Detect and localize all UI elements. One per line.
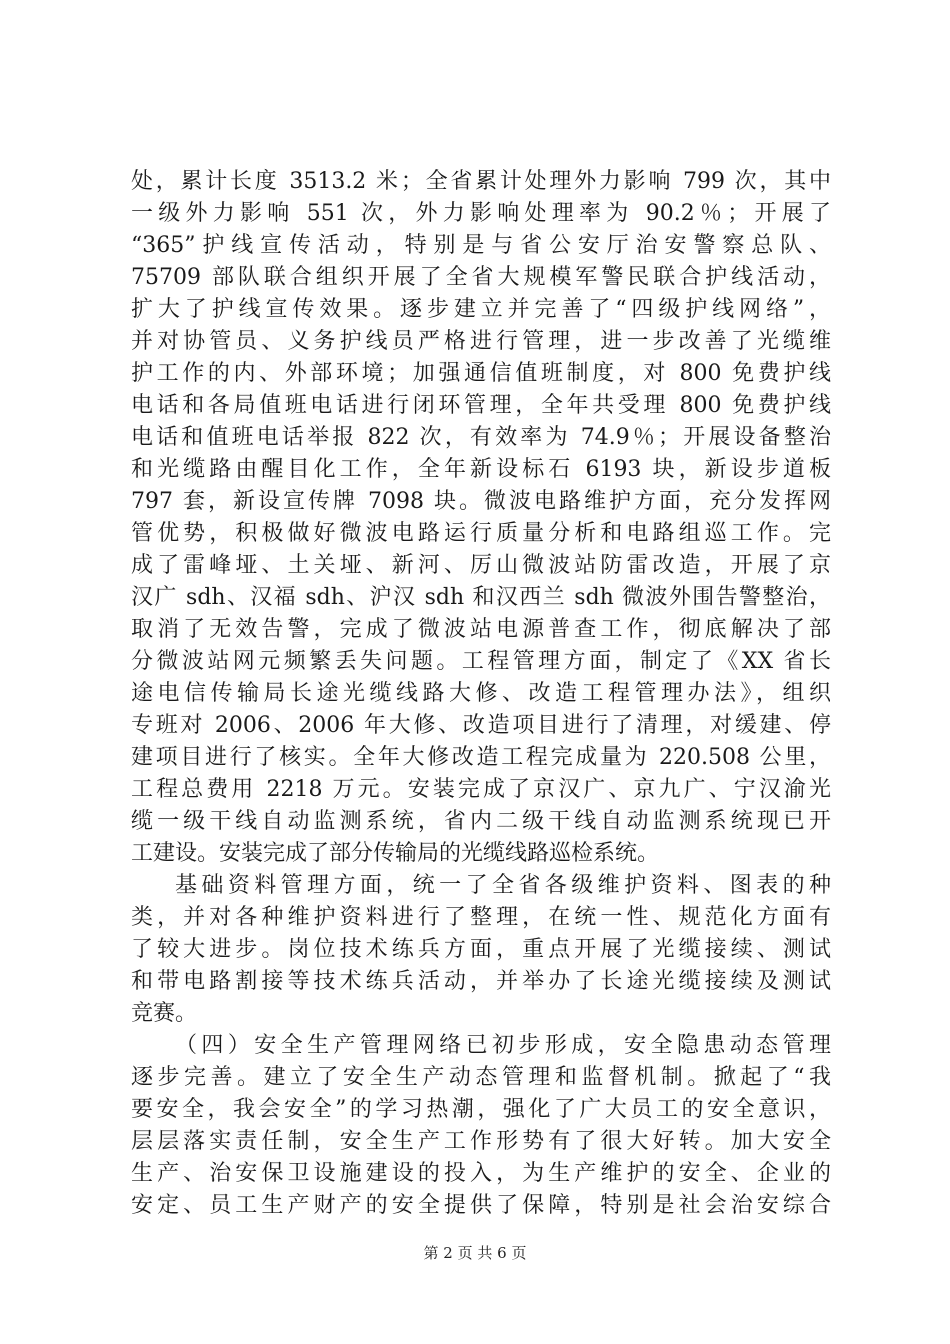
text-line: 电话和值班电话举报 822 次，有效率为 74.9％；开展设备整治	[131, 425, 831, 450]
text-line: 和光缆路由醒目化工作，全年新设标石 6193 块，新设步道板	[131, 457, 831, 482]
text-line: 处，累计长度 3513.2 米；全省累计处理外力影响 799 次，其中	[131, 169, 831, 194]
text-line: 了较大进步。岗位技术练兵方面，重点开展了光缆接续、测试	[131, 937, 831, 962]
text-line: 要安全，我会安全”的学习热潮，强化了广大员工的安全意识，	[131, 1097, 831, 1122]
text-line: 类，并对各种维护资料进行了整理，在统一性、规范化方面有	[131, 905, 831, 930]
text-line: 层层落实责任制，安全生产工作形势有了很大好转。加大安全	[131, 1129, 831, 1154]
text-line: 途电信传输局长途光缆线路大修、改造工程管理办法》，组织	[131, 681, 831, 706]
page-number: 第 2 页 共 6 页	[423, 1244, 527, 1262]
text-line: 取消了无效告警，完成了微波站电源普查工作，彻底解决了部	[131, 617, 831, 642]
text-line: 安定、员工生产财产的安全提供了保障，特别是社会治安综合	[131, 1193, 831, 1218]
text-line: 工程总费用 2218 万元。安装完成了京汉广、京九广、宁汉渝光	[131, 777, 831, 802]
text-line: “365”护线宣传活动，特别是与省公安厅治安警察总队、	[131, 233, 831, 258]
text-line: 和带电路割接等技术练兵活动，并举办了长途光缆接续及测试	[131, 969, 831, 994]
document-body	[131, 166, 831, 1222]
text-line: 工建设。安装完成了部分传输局的光缆线路巡检系统。	[131, 841, 660, 866]
text-line: 护工作的内、外部环境；加强通信值班制度，对 800 免费护线	[131, 361, 831, 386]
text-line: 75709 部队联合组织开展了全省大规模军警民联合护线活动，	[131, 265, 831, 290]
text-line: 专班对 2006、2006 年大修、改造项目进行了清理，对缓建、停	[131, 713, 831, 738]
text-line: 成了雷峰垭、土关垭、新河、厉山微波站防雷改造，开展了京	[131, 553, 831, 578]
text-line: 扩大了护线宣传效果。逐步建立并完善了“四级护线网络”，	[131, 297, 831, 322]
text-line: 生产、治安保卫设施建设的投入，为生产维护的安全、企业的	[131, 1161, 831, 1186]
text-line: 797 套，新设宣传牌 7098 块。微波电路维护方面，充分发挥网	[131, 489, 831, 514]
text-line: 竞赛。	[131, 1001, 198, 1026]
text-line: 电话和各局值班电话进行闭环管理，全年共受理 800 免费护线	[131, 393, 831, 418]
text-line: 一级外力影响 551 次，外力影响处理率为 90.2％；开展了	[131, 201, 831, 226]
text-line: 缆一级干线自动监测系统，省内二级干线自动监测系统现已开	[131, 809, 831, 834]
text-line: （四）安全生产管理网络已初步形成，安全隐患动态管理	[175, 1033, 831, 1058]
text-line: 汉广 sdh、汉福 sdh、沪汉 sdh 和汉西兰 sdh 微波外围告警整治，	[131, 585, 831, 610]
text-line: 建项目进行了核实。全年大修改造工程完成量为 220.508 公里，	[131, 745, 831, 770]
text-line: 管优势，积极做好微波电路运行质量分析和电路组巡工作。完	[131, 521, 831, 546]
text-line: 分微波站网元频繁丢失问题。工程管理方面，制定了《XX 省长	[131, 649, 831, 674]
text-line: 基础资料管理方面，统一了全省各级维护资料、图表的种	[175, 873, 831, 898]
text-line: 并对协管员、义务护线员严格进行管理，进一步改善了光缆维	[131, 329, 831, 354]
text-line: 逐步完善。建立了安全生产动态管理和监督机制。掀起了“我	[131, 1065, 831, 1090]
